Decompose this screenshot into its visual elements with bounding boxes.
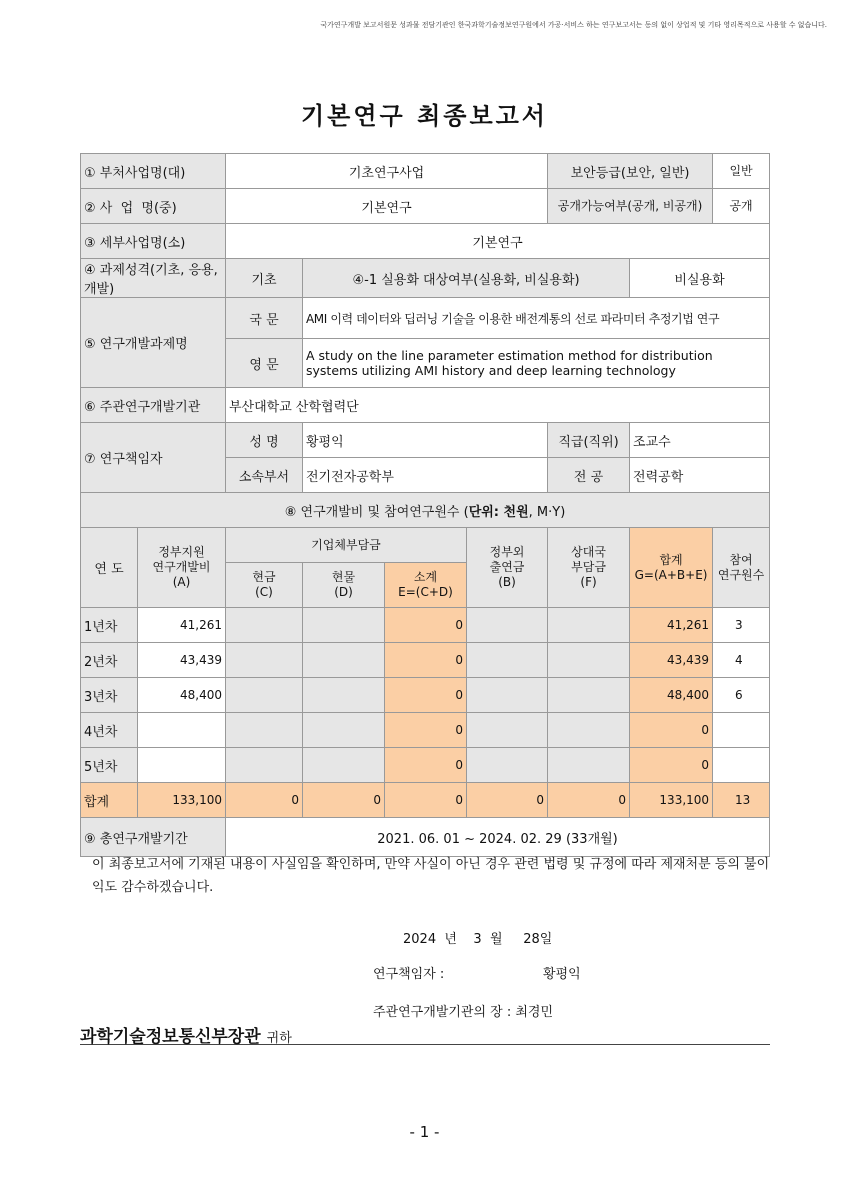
minister-title: 과학기술정보통신부장관 xyxy=(80,1027,261,1047)
sum-label: 합계 xyxy=(81,783,138,818)
kind-cell xyxy=(303,643,385,678)
kind-cell xyxy=(303,748,385,783)
program-name-label: ② 사 업 명(중) xyxy=(81,189,226,224)
pi-name-label: 성 명 xyxy=(226,423,303,458)
sum-kind: 0 xyxy=(303,783,385,818)
cash-cell xyxy=(226,713,303,748)
cash-cell xyxy=(226,748,303,783)
disclosure-value: 공개 xyxy=(713,189,770,224)
commercialization-label: ④-1 실용화 대상여부(실용화, 비실용화) xyxy=(303,259,630,298)
cash-cell xyxy=(226,678,303,713)
period-value: 2021. 06. 01 ~ 2024. 02. 29 (33개월) xyxy=(226,818,770,857)
report-title: 기본연구 최종보고서 xyxy=(300,102,548,130)
english-title-label: 영 문 xyxy=(226,339,303,388)
page-number: - 1 - xyxy=(409,1123,440,1141)
minister-suffix: 귀하 xyxy=(266,1031,292,1046)
ext-cell xyxy=(467,678,548,713)
table-row xyxy=(81,608,770,643)
col-total-header: 합계 G=(A+B+E) xyxy=(630,528,713,608)
sum-people: 13 xyxy=(713,783,770,818)
gov-cell: 43,439 xyxy=(138,643,226,678)
researcher-label: 연구책임자 : xyxy=(373,967,445,982)
ministry-program-label: ① 부처사업명(대) xyxy=(81,154,226,189)
period-label: ⑨ 총연구개발기간 xyxy=(81,818,226,857)
other-cell xyxy=(548,713,630,748)
year-cell: 4년차 xyxy=(81,713,138,748)
col-kind-header: 현물 (D) xyxy=(303,563,385,608)
ext-cell xyxy=(467,748,548,783)
kind-cell xyxy=(303,608,385,643)
researcher-name: 황평익 xyxy=(543,967,581,982)
year-cell: 3년차 xyxy=(81,678,138,713)
submission-date: 2024 년 3 월 28일 xyxy=(403,932,553,947)
program-name-value: 기본연구 xyxy=(226,189,548,224)
year-cell: 1년차 xyxy=(81,608,138,643)
sum-other: 0 xyxy=(548,783,630,818)
budget-section-title: ⑧ 연구개발비 및 참여연구원수 ( xyxy=(284,504,469,520)
table-row xyxy=(81,748,770,783)
usage-notice: 국가연구개발 보고서원문 성과물 전담기관인 한국과학기술정보연구원에서 가공·서비스 하는 연구보고서는 동의 없이 상업적 및 기타 영리목적으로 사용할 수 없습니다. xyxy=(320,21,827,29)
total-cell: 43,439 xyxy=(630,643,713,678)
gov-cell xyxy=(138,713,226,748)
ext-cell xyxy=(467,643,548,678)
people-cell: 6 xyxy=(713,678,770,713)
pi-dept-value: 전기전자공학부 xyxy=(303,458,548,493)
other-cell xyxy=(548,678,630,713)
col-other-header: 상대국 부담금 (F) xyxy=(548,528,630,608)
sum-ext: 0 xyxy=(467,783,548,818)
english-title: A study on the line parameter estimation method for distribution systems utilizing AMI history and deep learning technology xyxy=(303,339,770,388)
year-cell: 2년차 xyxy=(81,643,138,678)
people-cell xyxy=(713,713,770,748)
col-ext-header: 정부외 출연금 (B) xyxy=(467,528,548,608)
total-cell: 0 xyxy=(630,748,713,783)
total-cell: 41,261 xyxy=(630,608,713,643)
year-cell: 5년차 xyxy=(81,748,138,783)
pi-major-value: 전력공학 xyxy=(630,458,770,493)
sum-cash: 0 xyxy=(226,783,303,818)
subtotal-cell: 0 xyxy=(385,713,467,748)
pi-position-value: 조교수 xyxy=(630,423,770,458)
pi-dept-label: 소속부서 xyxy=(226,458,303,493)
kind-cell xyxy=(303,678,385,713)
pi-position-label: 직급(직위) xyxy=(548,423,630,458)
disclosure-label: 공개가능여부(공개, 비공개) xyxy=(548,189,713,224)
col-subtotal-header: 소계 E=(C+D) xyxy=(385,563,467,608)
task-nature-label: ④ 과제성격(기초, 응용, 개발) xyxy=(81,259,226,298)
sub-program-value: 기본연구 xyxy=(226,224,770,259)
budget-section-header xyxy=(81,493,770,528)
gov-cell xyxy=(138,748,226,783)
subtotal-cell: 0 xyxy=(385,678,467,713)
total-cell: 0 xyxy=(630,713,713,748)
col-gov-header: 정부지원 연구개발비 (A) xyxy=(138,528,226,608)
cash-cell xyxy=(226,608,303,643)
ext-cell xyxy=(467,713,548,748)
project-title-label: ⑤ 연구개발과제명 xyxy=(81,298,226,388)
task-nature-value: 기초 xyxy=(226,259,303,298)
budget-unit-tail: , M·Y) xyxy=(528,504,566,520)
subtotal-cell: 0 xyxy=(385,748,467,783)
col-year-header: 연 도 xyxy=(81,528,138,608)
sum-gov: 133,100 xyxy=(138,783,226,818)
people-cell: 3 xyxy=(713,608,770,643)
pi-name-value: 황평익 xyxy=(303,423,548,458)
subtotal-cell: 0 xyxy=(385,608,467,643)
sum-subtotal: 0 xyxy=(385,783,467,818)
ministry-program-value: 기초연구사업 xyxy=(226,154,548,189)
gov-cell: 41,261 xyxy=(138,608,226,643)
korean-title: AMI 이력 데이터와 딥러닝 기술을 이용한 배전계통의 선로 파라미터 추정기법 연구 xyxy=(303,298,770,339)
report-cover-table xyxy=(80,153,770,857)
col-cash-header: 현금 (C) xyxy=(226,563,303,608)
table-row xyxy=(81,643,770,678)
korean-title-label: 국 문 xyxy=(226,298,303,339)
other-cell xyxy=(548,748,630,783)
institution-head: 주관연구개발기관의 장 : 최경민 xyxy=(373,1005,554,1020)
people-cell: 4 xyxy=(713,643,770,678)
pi-major-label: 전 공 xyxy=(548,458,630,493)
principal-investigator-label: ⑦ 연구책임자 xyxy=(81,423,226,493)
col-corp-header: 기업체부담금 xyxy=(226,528,467,563)
sum-row xyxy=(81,783,770,818)
sum-total: 133,100 xyxy=(630,783,713,818)
other-cell xyxy=(548,643,630,678)
table-row xyxy=(81,678,770,713)
budget-unit: 단위: 천원 xyxy=(468,504,529,520)
people-cell xyxy=(713,748,770,783)
ext-cell xyxy=(467,608,548,643)
lead-institution-value: 부산대학교 산학협력단 xyxy=(226,388,770,423)
security-level-label: 보안등급(보안, 일반) xyxy=(548,154,713,189)
recipient-line xyxy=(80,1022,770,1045)
cash-cell xyxy=(226,643,303,678)
commercialization-value: 비실용화 xyxy=(630,259,770,298)
security-level-value: 일반 xyxy=(713,154,770,189)
other-cell xyxy=(548,608,630,643)
attestation-statement: 이 최종보고서에 기재된 내용이 사실임을 확인하며, 만약 사실이 아닌 경우 관련 법령 및 규정에 따라 제재처분 등의 불이익도 감수하겠습니다. xyxy=(92,857,770,895)
kind-cell xyxy=(303,713,385,748)
lead-institution-label: ⑥ 주관연구개발기관 xyxy=(81,388,226,423)
sub-program-label: ③ 세부사업명(소) xyxy=(81,224,226,259)
total-cell: 48,400 xyxy=(630,678,713,713)
col-people-header: 참여 연구원수 xyxy=(713,528,770,608)
gov-cell: 48,400 xyxy=(138,678,226,713)
table-row xyxy=(81,713,770,748)
subtotal-cell: 0 xyxy=(385,643,467,678)
